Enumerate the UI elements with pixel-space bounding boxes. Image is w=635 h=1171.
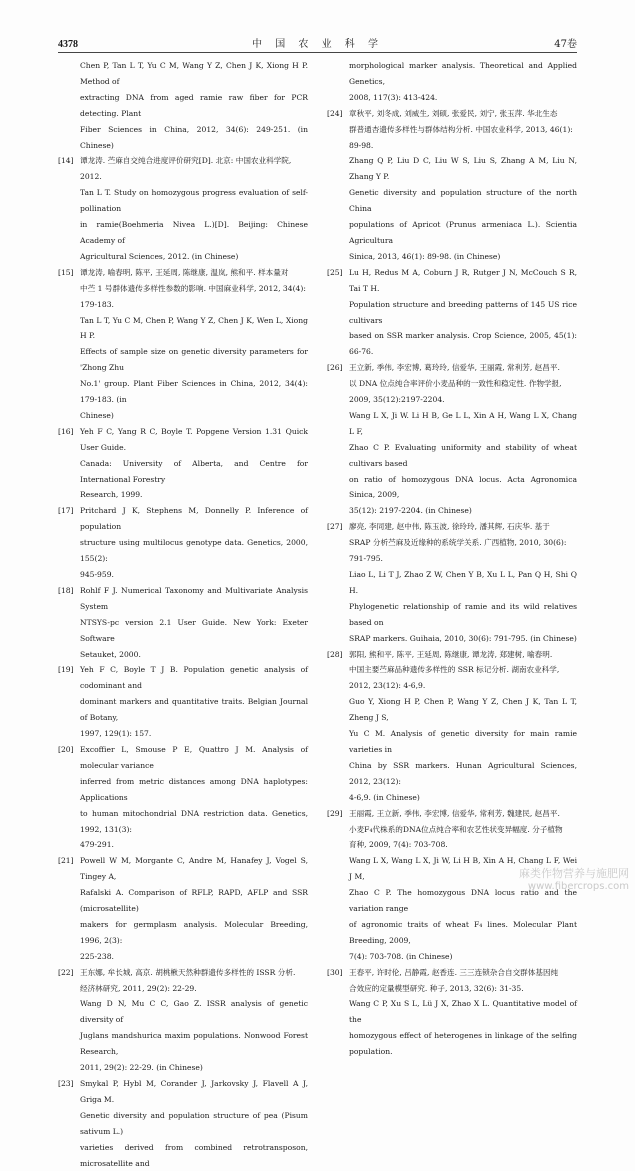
reference-line: homozygous effect of heterogenes in linkage of the selfing population. — [349, 1031, 577, 1057]
reference-line: 479-291. — [80, 840, 114, 850]
reference-entry — [58, 424, 308, 504]
reference-line: Juglans mandshurica maxim populations. Nonwood Forest Research, — [80, 1031, 308, 1057]
reference-number: [22] — [58, 967, 74, 977]
reference-entry — [58, 662, 308, 742]
reference-line: Wang L X, Ji W. Li H B, Ge L L, Xin A H, Wang L X, Chang L F, — [349, 410, 577, 436]
reference-number: [27] — [327, 522, 343, 532]
reference-entry — [58, 583, 308, 663]
reference-line: 4-6,9. (in Chinese) — [349, 792, 420, 802]
reference-line: 以 DNA 位点纯合率评价小麦品种的一致性和稳定性. 作物学报, — [349, 379, 562, 389]
reference-line: structure using multilocus genotype data. Genetics, 2000, 155(2): — [80, 538, 308, 564]
reference-line: 179-183. — [80, 299, 114, 309]
reference-line: Genetic diversity and population structure of pea (Pisum sativum L.) — [80, 1110, 308, 1136]
reference-number: [28] — [327, 649, 343, 659]
reference-line: No.1' group. Plant Fiber Sciences in China, 2012, 34(4): 179-183. (in — [80, 379, 308, 405]
reference-number: [17] — [58, 506, 74, 516]
reference-line: Wang C P, Xu S L, Lü J X, Zhao X L. Quantitative model of the — [349, 999, 577, 1025]
reference-line: in ramie(Boehmeria Nivea L.)[D]. Beijing: Chinese Academy of — [80, 220, 308, 245]
reference-line: Powell W M, Morgante C, Andre M, Hanafey J, Vogel S, Tingey A, — [80, 856, 308, 882]
reference-line: Rohlf F J. Numerical Taxonomy and Multivariate Analysis System — [80, 585, 308, 611]
reference-line: 35(12): 2197-2204. (in Chinese) — [349, 506, 472, 516]
reference-number: [18] — [58, 585, 74, 595]
reference-line: 中苎 1 号群体遗传多样性参数的影响. 中国麻业科学, 2012, 34(4): — [80, 283, 306, 293]
reference-entry — [327, 360, 577, 519]
reference-entry — [58, 265, 308, 424]
reference-line: varieties derived from combined retrotransposon, microsatellite and — [80, 1142, 308, 1168]
reference-entry — [327, 519, 577, 646]
reference-entry — [58, 965, 308, 1076]
reference-line: inferred from metric distances among DNA haplotypes: Applications — [80, 776, 308, 802]
reference-line: 小麦F₄代株系的DNA位点纯合率和农艺性状变异幅度. 分子植物 — [349, 824, 563, 834]
watermark — [519, 867, 629, 893]
reference-line: NTSYS-pc version 2.1 User Guide. New York: Exeter Software — [80, 617, 308, 643]
reference-line: to human mitochondrial DNA restriction data. Genetics, 1992, 131(3): — [80, 808, 308, 834]
reference-line: 谭龙涛, 喻春明, 陈平, 王延周, 陈继康, 温岚, 熊和平. 样本量对 — [80, 267, 289, 277]
page-number: 4378 — [58, 39, 78, 50]
reference-line: 廖亮, 李同建, 赵中伟, 陈玉波, 徐玲玲, 潘其辉, 石庆华. 基于 — [349, 522, 550, 532]
reference-line: populations of Apricot (Prunus armeniaca L.). Scientia Agricultura — [349, 220, 577, 245]
reference-line: 945-959. — [80, 570, 114, 579]
reference-line: China by SSR markers. Hunan Agricultural Sciences, 2012, 23(12): — [349, 760, 577, 786]
reference-line: Setauket, 2000. — [80, 649, 141, 659]
reference-line: 王丽霞, 王立新, 季伟, 李宏博, 信爱华, 常利芳, 魏建民, 赵昌平. — [349, 808, 560, 818]
reference-line: on ratio of homozygous DNA locus. Acta Agronomica Sinica, 2009, — [349, 474, 577, 500]
reference-line: Tan L T. Study on homozygous progress evaluation of self-pollination — [80, 188, 308, 214]
reference-line: Fiber Sciences in China, 2012, 34(6): 249-251. (in Chinese) — [80, 124, 308, 150]
reference-line: 郭阳, 熊和平, 陈平, 王延周, 陈继康, 谭龙涛, 郑建树, 喻春明. — [349, 649, 553, 659]
reference-line: Canada: University of Alberta, and Centre for International Forestry — [80, 458, 308, 484]
reference-line: 2009, 35(12):2197-2204. — [349, 395, 445, 405]
reference-number: [19] — [58, 665, 74, 675]
reference-line: 1997, 129(1): 157. — [80, 729, 152, 739]
reference-line: Yeh F C, Yang R C, Boyle T. Popgene Version 1.31 Quick User Guide. — [80, 426, 308, 452]
reference-entry — [58, 853, 308, 964]
reference-line: Chen P, Tan L T, Yu C M, Wang Y Z, Chen J K, Xiong H P. Method of — [80, 61, 308, 86]
reference-line: of agronomic traits of wheat F₄ lines. Molecular Plant Breeding, 2009, — [349, 919, 577, 945]
right-reference-column — [327, 58, 577, 1060]
reference-line: Wang L X, Wang L X, Ji W, Li H B, Xin A H, Chang L F, Wei J M, — [349, 856, 577, 882]
reference-entry — [58, 503, 308, 583]
reference-line: 2012, 23(12): 4-6,9. — [349, 681, 426, 691]
reference-line: 2011, 29(2): 22-29. (in Chinese) — [80, 1063, 203, 1073]
reference-line: 王春平, 许时伦, 吕静霞, 赵香连. 三三连锁杂合自交群体基因纯 — [349, 967, 559, 977]
reference-line: 7(4): 703-708. (in Chinese) — [349, 951, 453, 961]
reference-entry — [58, 742, 308, 853]
reference-number: [14] — [58, 156, 74, 166]
reference-line: 育种, 2009, 7(4): 703-708. — [349, 840, 448, 850]
volume-label: 47卷 — [554, 39, 577, 50]
reference-line: Rafalski A. Comparison of RFLP, RAPD, AFLP and SSR (microsatellite) — [80, 888, 308, 914]
reference-line: 中国主要苎麻品种遗传多样性的 SSR 标记分析. 湖南农业科学, — [349, 665, 560, 675]
reference-line: Chinese) — [80, 410, 114, 420]
page-header — [58, 38, 577, 53]
reference-line: Lu H, Redus M A, Coburn J R, Rutger J N, McCouch S R, Tai T H. — [349, 267, 577, 293]
reference-line: Population structure and breeding patterns of 145 US rice cultivars — [349, 299, 577, 325]
reference-line: Zhang Q P, Liu D C, Liu W S, Liu S, Zhang A M, Liu N, Zhang Y P. — [349, 156, 577, 182]
reference-line: 群普通杏遗传多样性与群体结构分析. 中国农业科学, 2013, 46(1): — [349, 124, 573, 134]
reference-number: [23] — [58, 1079, 74, 1088]
reference-line: Zhao C P. The homozygous DNA locus ratio and the variation range — [349, 888, 577, 914]
reference-line: 章秋平, 刘冬成, 刘威生, 刘硕, 张爱民, 刘宁, 张玉萍. 华北生态 — [349, 108, 558, 118]
reference-line: 2012. — [80, 172, 102, 182]
reference-line: dominant markers and quantitative traits. Belgian Journal of Botany, — [80, 697, 308, 723]
reference-line: 791-795. — [349, 554, 383, 564]
reference-line: Excoffier L, Smouse P E, Quattro J M. Analysis of molecular variance — [80, 744, 308, 770]
watermark-title: 麻类作物营养与施肥网 — [519, 867, 629, 880]
reference-number: [29] — [327, 808, 343, 818]
reference-line: SRAP 分析苎麻及近缘种的系统学关系. 广西植物, 2010, 30(6): — [349, 538, 567, 548]
reference-line: Agricultural Sciences, 2012. (in Chinese) — [80, 251, 239, 261]
reference-line: Genetic diversity and population structure of the north China — [349, 188, 577, 214]
reference-line: Effects of sample size on genetic diversity parameters for 'Zhong Zhu — [80, 347, 308, 373]
reference-number: [24] — [327, 108, 343, 118]
reference-line: 89-98. — [349, 140, 374, 150]
watermark-url: www.fibercrops.com — [527, 881, 629, 892]
reference-line: Smykal P, Hybl M, Corander J, Jarkovsky J, Flavell A J, Griga M. — [80, 1079, 308, 1104]
reference-number: [30] — [327, 967, 343, 977]
reference-line: based on SSR marker analysis. Crop Science, 2005, 45(1): 66-76. — [349, 331, 577, 357]
reference-entry — [327, 106, 577, 265]
reference-entry — [58, 153, 308, 264]
reference-entry — [327, 58, 577, 106]
reference-line: makers for germplasm analysis. Molecular Breeding, 1996, 2(3): — [80, 919, 308, 945]
reference-line: 225-238. — [80, 951, 114, 961]
reference-entry — [327, 647, 577, 806]
reference-line: extracting DNA from aged ramie raw fiber for PCR detecting. Plant — [80, 92, 308, 118]
reference-number: [25] — [327, 267, 343, 277]
reference-line: 2008, 117(3): 413-424. — [349, 92, 438, 102]
reference-line: morphological marker analysis. Theoretical and Applied Genetics, — [349, 61, 577, 86]
reference-line: Yu C M. Analysis of genetic diversity for main ramie varieties in — [349, 729, 577, 754]
reference-line: 谭龙涛. 苎麻自交纯合进度评价研究[D]. 北京: 中国农业科学院, — [80, 156, 292, 166]
reference-line: Yeh F C, Boyle T J B. Population genetic analysis of codominant and — [80, 665, 308, 691]
reference-line: Wang D N, Mu C C, Gao Z. ISSR analysis of genetic diversity of — [80, 999, 308, 1025]
reference-line: 王立新, 季伟, 李宏博, 葛玲玲, 信爱华, 王丽霞, 常利芳, 赵昌平. — [349, 363, 560, 373]
reference-number: [21] — [58, 856, 74, 866]
reference-entry — [58, 1076, 308, 1171]
reference-number: [15] — [58, 267, 74, 277]
reference-line: Guo Y, Xiong H P, Chen P, Wang Y Z, Chen J K, Tan L T, Zheng J S, — [349, 697, 577, 723]
reference-number: [20] — [58, 744, 74, 754]
reference-line: Liao L, Li T J, Zhao Z W, Chen Y B, Xu L L, Pan Q H, Shi Q H. — [349, 570, 577, 595]
reference-line: 合效应的定量模型研究. 种子, 2013, 32(6): 31-35. — [349, 983, 524, 993]
reference-line: Research, 1999. — [80, 490, 143, 500]
reference-entry — [58, 58, 308, 153]
reference-line: Pritchard J K, Stephens M, Donnelly P. Inference of population — [80, 506, 308, 532]
reference-line: Tan L T, Yu C M, Chen P, Wang Y Z, Chen J K, Wen L, Xiong H P. — [80, 315, 308, 341]
reference-line: Zhao C P. Evaluating uniformity and stability of wheat cultivars based — [349, 442, 577, 468]
reference-line: SRAP markers. Guihaia, 2010, 30(6): 791-795. (in Chinese) — [349, 633, 577, 643]
journal-title: 中 国 农 业 科 学 — [252, 39, 383, 50]
reference-line: 王东娜, 牟长城, 高京. 胡桃楸天然种群遗传多样性的 ISSR 分析. — [80, 967, 296, 977]
reference-entry — [327, 265, 577, 360]
reference-line: Phylogenetic relationship of ramie and its wild relatives based on — [349, 601, 577, 627]
left-reference-column — [58, 58, 308, 1171]
reference-line: 经济林研究, 2011, 29(2): 22-29. — [80, 983, 197, 993]
reference-number: [16] — [58, 426, 74, 436]
reference-number: [26] — [327, 363, 343, 373]
reference-line: Sinica, 2013, 46(1): 89-98. (in Chinese) — [349, 251, 501, 261]
reference-entry — [327, 965, 577, 1060]
